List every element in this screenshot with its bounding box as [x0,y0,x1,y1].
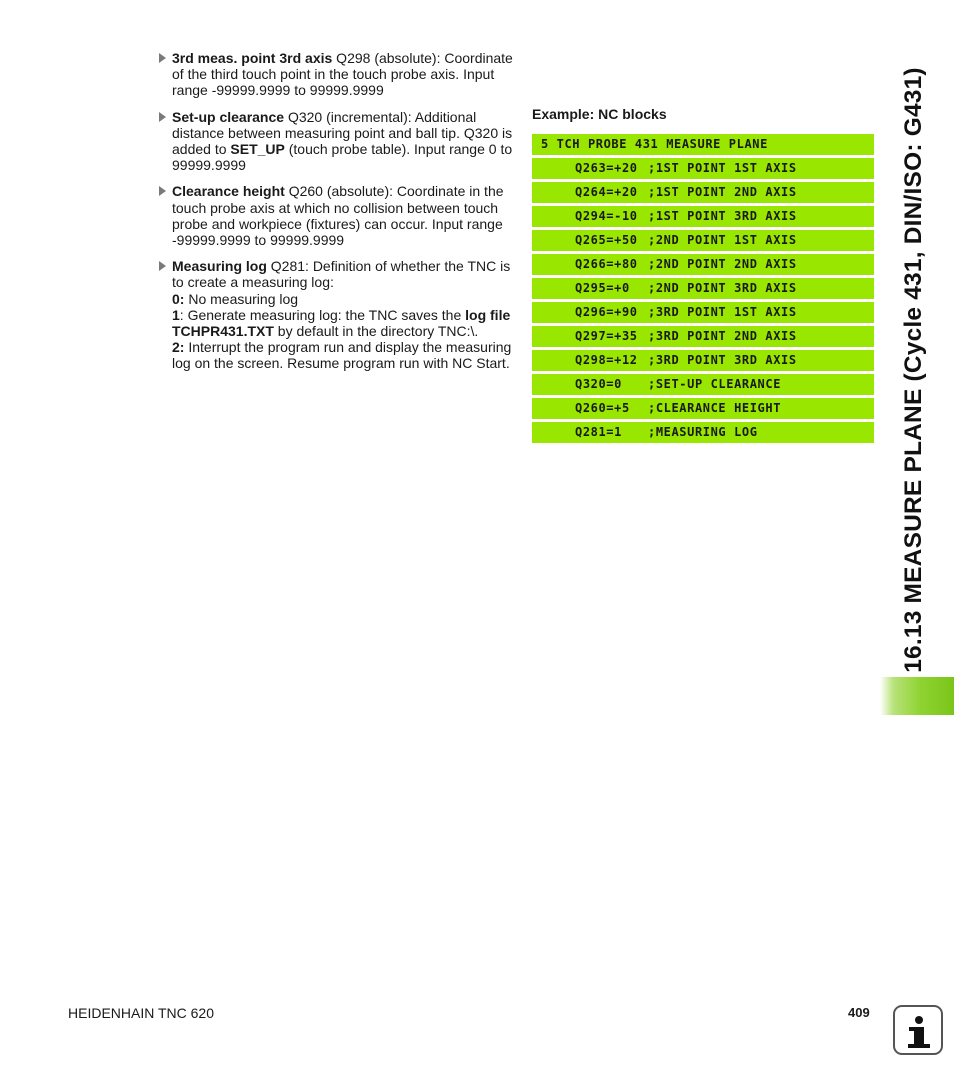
nc-comment: ;1ST POINT 1ST AXIS [648,161,797,175]
nc-comment: ;2ND POINT 3RD AXIS [648,281,797,295]
info-icon [893,1005,943,1055]
param-description: Q320 (incremental): Additional distance between measuring point and ball tip. Q320 is added to [172,108,513,158]
param-name: Clearance height [172,183,285,200]
nc-comment: ;CLEARANCE HEIGHT [648,401,782,415]
nc-block-row [532,326,874,347]
nc-param: Q298=+12 [575,353,638,367]
chapter-tab-marker [880,677,954,715]
triangle-bullet-icon [159,53,166,63]
param-q281 [158,258,514,371]
parameter-list [158,50,514,382]
nc-block-row [532,254,874,275]
nc-block-row [532,374,874,395]
triangle-bullet-icon [159,112,166,122]
example-title: Example: NC blocks [532,106,667,122]
param-name: 3rd meas. point 3rd axis [172,50,333,66]
param-description: Q281: Definition of whether the TNC is to create a measuring log: [172,258,511,291]
nc-block-row [532,350,874,371]
param-name: Measuring log [172,258,267,275]
param-keyword: SET_UP [230,141,285,158]
page-number: 409 [848,1005,870,1020]
param-description: (touch probe table). Input range 0 to 99999.9999 [172,141,513,174]
nc-comment: ;3RD POINT 2ND AXIS [648,329,797,343]
nc-block-row [532,422,874,443]
nc-comment: ;SET-UP CLEARANCE [648,377,782,391]
triangle-bullet-icon [159,186,166,196]
nc-block-row [532,158,874,179]
nc-comment: ;3RD POINT 3RD AXIS [648,353,797,367]
nc-comment: ;2ND POINT 1ST AXIS [648,233,797,247]
triangle-bullet-icon [159,261,166,271]
param-q320 [158,109,514,174]
nc-param: Q263=+20 [575,161,638,175]
nc-comment: ;1ST POINT 2ND AXIS [648,185,797,199]
nc-header-row: 5 TCH PROBE 431 MEASURE PLANE [532,134,874,155]
nc-comment: ;2ND POINT 2ND AXIS [648,257,797,271]
param-description: Q298 (absolute): Coordinate of the third touch point in the touch probe axis. Input range -99999.9999 to 99999.9999 [172,50,513,99]
nc-block-row [532,206,874,227]
chapter-side-title [884,50,944,690]
nc-param: Q266=+80 [575,257,638,271]
nc-blocks-table [532,134,874,446]
chapter-title-text: 16.13 MEASURE PLANE (Cycle 431, DIN/ISO: G431) [900,67,928,673]
nc-param: Q297=+35 [575,329,638,343]
nc-comment: ;MEASURING LOG [648,425,758,439]
nc-param: Q295=+0 [575,281,630,295]
param-q260 [158,183,514,248]
nc-block-row [532,398,874,419]
nc-param: Q320=0 [575,377,622,391]
option-0: 0: No measuring log [172,290,299,307]
nc-comment: ;3RD POINT 1ST AXIS [648,305,797,319]
nc-param: Q265=+50 [575,233,638,247]
nc-block-row [532,230,874,251]
param-name: Set-up clearance [172,108,285,125]
param-q298 [158,50,514,99]
param-description: Q260 (absolute): Coordinate in the touch probe axis at which no collision between touch probe and workpiece (fixtures) can occur. Input range -99999.9999 to 99999.9999 [172,183,504,249]
option-2: 2: Interrupt the program run and display the measuring log on the screen. Resume program run with NC Start. [172,339,512,372]
nc-block-row [532,278,874,299]
nc-param: Q296=+90 [575,305,638,319]
nc-param: Q281=1 [575,425,622,439]
nc-param: Q264=+20 [575,185,638,199]
nc-block-row [532,302,874,323]
footer-product: HEIDENHAIN TNC 620 [68,1005,215,1021]
nc-param: Q294=-10 [575,209,638,223]
nc-param: Q260=+5 [575,401,630,415]
nc-comment: ;1ST POINT 3RD AXIS [648,209,797,223]
nc-block-row [532,182,874,203]
option-1: 1: Generate measuring log: the TNC saves the log file TCHPR431.TXT by default in the directory TNC:\. [172,306,511,340]
